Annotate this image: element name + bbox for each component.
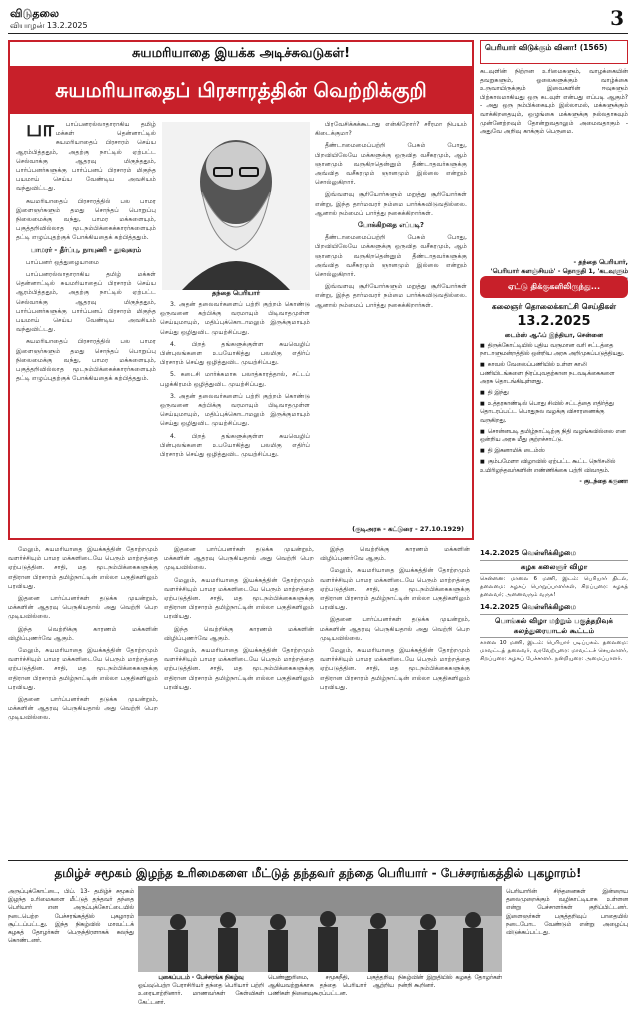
article-paragraph: 4. பிறத் தங்களுக்குள்ள சுயவெழிப் பின்புலங்களை உபயோகித்து பலமிகு எதிர்ப் பிரசாரம் செய்து ஒழித்துவிட முயற்சிப்பது. (160, 340, 310, 367)
news-brief: ■ சொன்னபடி தமிழ்நாட்டிற்கு நிதி வழங்கவில்லை என ஒன்றிய அரசு மீது குற்றச்சாட்டு. (480, 428, 628, 444)
dropcap: பா (26, 120, 54, 142)
feature-title: பெரியார் விடுக்கும் வினா! (1565) (480, 40, 628, 64)
lower-column-2 (138, 974, 264, 1020)
article-paragraph: மேலும், சுயமரியாதை இயக்கத்தின் தோற்றமும் வளர்ச்சியும் பாமர மக்களிடையே பெரும் மாற்றத்தை ஏற்படுத்தின. சாதி, மத மூடநம்பிக்கைகளுக்கு எதிரான பிரசாரம் தமிழ்நாட்டின் எல்லா பகுதிகளிலும் பரவியது. (164, 647, 314, 691)
article-paragraph: தீண்டாமைமைப்பற்றி பேசும் போது, பிறவியிலேயே மக்களுக்கு ஒருவித வசீகரமும், ஆம் ஞானமும் வருகிறதென்னும் தீண்டாதவர்களுக்கு அவ்வித வசீகரமும் ஞானமும் இல்லை என்றும் சொல்லுகிறார். (315, 142, 467, 187)
lower-headline: தமிழ்ச் சமூகம் இழந்த உரிமைகளை மீட்டுத் தந்தவர் தந்தை பெரியார் - பேச்சரங்கத்தில் புகழாரம்! (8, 860, 628, 884)
article-column-2 (160, 300, 310, 536)
right-column (480, 40, 628, 540)
brief-credit: - குடந்தை கருணா (579, 478, 628, 485)
article-continuation (8, 545, 474, 857)
article-paragraph: இவ்வளவு சூரியோர்களும் மறுத்து சூரியோர்கள் என்று, இந்த தார்மவரர் நம்மை பார்க்கவிடுவதில்லை. ஆனால் நம்மைப் பார்த்து நகைக்கிறார்கள். (315, 191, 467, 217)
article-paragraph: 5. கடைசி மார்க்கமாக பலாத்காரத்தால், சட்டப் பழக்கிரமம் ஒழித்துவிட முயற்சிப்பது. (160, 371, 310, 388)
article-paragraph: சுயமரியாதைப் பிரசாரத்தில் பல பாமர இளைஞர்களும் தமது சொந்தப் பொறுப்பு நிலைமைக்கு வந்து, பாமர மக்களையும், பகுத்தறிவில்லாத மூடநம்பிக்கைக்காரர்களையும் தட்டி எழுப்புதற்குக் போக்கியதைக் கற்பித்ததும். (16, 338, 156, 383)
article-paragraph: இந்த வெற்றிக்கு காரணம் மக்களின் விழிப்புணர்வே ஆகும். (164, 625, 314, 642)
article-paragraph: பாப்பனரல்லாதாராகிய தமிழ் மக்கள் தென்னாட்டில் சுயமரியாதைப் பிரசாரம் செய்ய ஆரம்பித்ததும், அதற்கு நாட்டில் ஏற்பட்ட செல்வாக்கு ஆதரவு மிகுந்ததும், பார்ப்பனர்களுக்கு பார்ப்பனப் பிரசாரம் மிகுந்த பயமாய் செய்ய வேண்டிய அவசியம் வந்துவிட்டது. (16, 271, 156, 334)
article-paragraph: இதனை பார்ப்பனர்கள் தடுக்க முயன்றும், மக்களின் ஆதரவு பெருகியதால் அது வெற்றி பெற முடியவில்லை. (320, 616, 470, 642)
photo-caption: புகைப்படம் - பேச்சரங்க நிகழ்வு (158, 975, 244, 981)
portrait-illustration (162, 122, 310, 290)
main-article (8, 40, 474, 540)
group-photo-illustration (138, 886, 502, 972)
article-paragraph: மேலும், சுயமரியாதை இயக்கத்தின் தோற்றமும் வளர்ச்சியும் பாமர மக்களிடையே பெரும் மாற்றத்தை ஏற்படுத்தின. சாதி, மத மூடநம்பிக்கைகளுக்கு எதிரான பிரசாரம் தமிழ்நாட்டின் எல்லா பகுதிகளிலும் பரவியது. (320, 567, 470, 612)
digest-date: 13.2.2025 (517, 314, 591, 329)
article-subhead: போக்கிறதை எப்படி? (358, 221, 424, 230)
digest-source: டைம்ஸ் ஆஃப் இந்தியா, சென்னை (504, 332, 604, 339)
news-brief-source: ■ தி இகனாமிக் டைம்ஸ் (480, 447, 628, 455)
article-paragraph: தீண்டாமைமைப்பற்றி பேசும் போது, பிறவியிலேயே மக்களுக்கு ஒருவித வசீகரமும், ஆம் ஞானமும் வருகிறதென்னும் தீண்டாதவர்களுக்கு அவ்வித வசீகரமும் ஞானமும் இல்லை என்றும் சொல்லுகிறார். (315, 234, 467, 279)
event-body: காலை 10 மணி, இடம்: பெரியார் படிப்பகம். தலைமை: மாவட்டத் தலைவர், வரவேற்புரை: மாவட்டச் செயலாளர், சிறப்புரை: கழகப் பேச்சாளர். நன்றியுரை: அமைப்பாளர். (480, 640, 628, 662)
article-paragraph: பா பாப்பனரல்லாதாராகிய தமிழ் மக்கள் தென்னாட்டில் சுயமரியாதைப் பிரசாரம் செய்ய ஆரம்பித்ததும், அதற்கு நாட்டில் ஏற்பட்ட செல்வாக்கு ஆதரவு மிகுந்ததும், பார்ப்பனர்களுக்கு பார்ப்பனப் பிரசாரம் மிகுந்த பயமாய் செய்ய வேண்டிய அவசியம் வந்துவிட்டது. (16, 120, 156, 193)
article-paragraph: இதனை பார்ப்பனர்கள் தடுக்க முயன்றும், மக்களின் ஆதரவு பெருகியதால் அது வெற்றி பெற முடியவில்லை. (164, 546, 314, 572)
article-paragraph: 4. பிறத் தங்களுக்குள்ள சுயவெழிப் பின்புலங்களை உபயோகித்து பலமிகு எதிர்ப் பிரசாரம் செய்து ஒழித்துவிட முயற்சிப்பது. (160, 432, 310, 459)
article-paragraph: பாப்பனர் ஒத்துழையாமை (26, 258, 100, 266)
continuation-column-2 (164, 545, 314, 853)
issue-date: வியாழன் 13.2.2025 (10, 21, 88, 30)
news-brief: ■ உத்தரகாண்டில் பொது சிவில் சட்டத்தை எதிர்த்து தொடரப்பட்ட பொதுநல வழக்கு விசாரணைக்கு வருகிறது. (480, 400, 628, 425)
article-paragraph: இதனை பார்ப்பனர்கள் தடுக்க முயன்றும், மக்களின் ஆதரவு பெருகியதால் அது வெற்றி பெற முடியவில்லை. (8, 696, 158, 722)
event-photo (138, 886, 502, 972)
article-paragraph: மேலும், சுயமரியாதை இயக்கத்தின் தோற்றமும் வளர்ச்சியும் பாமர மக்களிடையே பெரும் மாற்றத்தை ஏற்படுத்தின. சாதி, மத மூடநம்பிக்கைகளுக்கு எதிரான பிரசாரம் தமிழ்நாட்டின் எல்லா பகுதிகளிலும் பரவியது. (8, 647, 158, 691)
news-brief-list (480, 342, 628, 542)
article-paragraph: 3. அதன் தலைவர்களைப் பற்றி குற்றம் கொண்டு ஒருவனை கற்பிக்கு வரமாயும் பிடிவாதமுள்ள செய்யுமாயும், மதிப்புக்கொடாமலும் இருக்குமாயும் செய்து ஒழிதுவிட முயற்சிப்பது. (160, 392, 310, 428)
news-brief: ■ காவல் வேலைப்பணியில் உள்ள காலி பணியிடங்களை நிரப்புவதற்கான நடவடிக்கைகளை அரசு தொடங்கியுள்ளது. (480, 361, 628, 386)
lower-column-4: நிகழ்வின் இறுதியில் கழகத் தோழர்கள் நன்றி கூறினர். (398, 975, 502, 990)
article-kicker: சுயமரியாதை இயக்க அடிச்சுவடுகள்! (131, 46, 351, 61)
article-source: (குடிஅரசு - கட்டுரை - 27.10.1929) (352, 525, 464, 533)
feature-body: கடவுளின் நிற்றன உரிமைகளும், வாழக்கையின் தவறுகளும், ஓலைகளுக்கும் வாழ்க்கை உருவாயிருக்கும் இவைகளின் ஈவுகளும் பிற்காலமாகியது ஒரு கடவுள் என்பது எப்படி ஆகும்? - அது ஒரு நம்பிக்கையும் இல்லாமல், மக்களுக்கும் வாக்கிறதையும், ஒழுங்கை மக்களுக்கு நல்லதாகவும் முன்னேற்றவும் தோன்றுவதாலும் அமைவதாகும் - அதுவே அறிவு காக்கும் பெருமை. (480, 68, 628, 136)
event-title: பொங்கல் விழா மற்றும் பகுத்தறிவுக் கலந்துரையாடல் கூட்டம் (480, 614, 628, 638)
event-body: சென்னை: மாலை 6 மணி, இடம்: பெரியார் திடல், தலைமை: கழகப் பொறுப்பாளர்கள், சிறப்புரை: கழகத் தலைவர்; அனைவரும் வருக! (480, 576, 628, 598)
article-paragraph: இந்த வெற்றிக்கு காரணம் மக்களின் விழிப்புணர்வே ஆகும். (8, 625, 158, 642)
news-brief-source: ■ தி இந்து (480, 389, 628, 397)
lower-column-1: அருப்புக்கோட்டை, பிப். 13- தமிழ்ச் சமூகம் இழந்த உரிமைகளை மீட்டுத் தந்தவர் தந்தை பெரியார் என அருப்புக்கோட்டையில் நடைபெற்ற பேச்சரங்கத்தில் புகழாரம் சூட்டப்பட்டது. இந்த நிகழ்வில் மாவட்டக் கழகத் தோழர்கள் பெருந்திரளாகக் கலந்து கொண்டனர். (8, 889, 134, 945)
article-paragraph: மேலும், சுயமரியாதை இயக்கத்தின் தோற்றமும் வளர்ச்சியும் பாமர மக்களிடையே பெரும் மாற்றத்தை ஏற்படுத்தின. சாதி, மத மூடநம்பிக்கைகளுக்கு எதிரான பிரசாரம் தமிழ்நாட்டின் எல்லா பகுதிகளிலும் பரவியது. (8, 546, 158, 590)
event-date: 14.2.2025 வெள்ளிக்கிழமை (480, 549, 577, 557)
masthead (8, 6, 628, 34)
continuation-column-1 (8, 545, 158, 853)
article-paragraph: பிரவேசிக்கக்கூடாது என்கிறோர்? சரீரமா நிபயம் கிடைக்குமா? (315, 121, 467, 138)
lower-column-5: பெரியாரின் சிந்தனைகள் இன்றைய தலைமுறைக்கும் வழிகாட்டியாக உள்ளன என்று பேச்சாளர்கள் குறிப்பிட்டனர். இளைஞர்கள் பகுத்தறிவுப் பாதையில் நடைபோட வேண்டும் என்று அழைப்பு விடுக்கப்பட்டது. (506, 889, 628, 937)
article-paragraph: மேலும், சுயமரியாதை இயக்கத்தின் தோற்றமும் வளர்ச்சியும் பாமர மக்களிடையே பெரும் மாற்றத்தை ஏற்படுத்தின. சாதி, மத மூடநம்பிக்கைகளுக்கு எதிரான பிரசாரம் தமிழ்நாட்டின் எல்லா பகுதிகளிலும் பரவியது. (320, 647, 470, 691)
event-date: 14.2.2025 வெள்ளிக்கிழமை (480, 603, 577, 612)
portrait-caption: தந்தை பெரியார் (212, 289, 260, 297)
feature-author: - தந்தை பெரியார், (573, 258, 628, 266)
article-paragraph: இவ்வளவு சூரியோர்களும் மறுத்து சூரியோர்கள் என்று, இந்த தார்மவரர் நம்மை பார்க்கவிடுவதில்லை. ஆனால் நம்மைப் பார்த்து நகைக்கிறார்கள். (315, 283, 467, 309)
article-paragraph: 3. அதன் தலைவர்களைப் பற்றி குற்றம் கொண்டு ஒருவனை கற்பிக்கு வரமாயும் பிடிவாதமுள்ள செய்யுமாயும், மதிப்புக்கொடாமலும் இருக்குமாயும் செய்து ஒழிதுவிட முயற்சிப்பது. (160, 301, 310, 336)
article-column-3 (315, 120, 467, 536)
article-headline: சுயமரியாதைப் பிரசாரத்தின் வெற்றிக்குறி (10, 66, 472, 114)
lower-column-3: பெண்ணுரிமை, சமூகநீதி, பகுத்தறிவு ஆகியவற்றுக்காக தந்தை பெரியார் ஆற்றிய பணிகள் நினைவுகூரப்பட்டன. (268, 975, 394, 998)
article-paragraph: சுயமரியாதைப் பிரசாரத்தில் பல பாமர இளைஞர்களும் தமது சொந்தப் பொறுப்பு நிலைமைக்கு வந்து, பாமர மக்களையும், பகுத்தறிவில்லாத மூடநம்பிக்கைக்காரர்களையும் தட்டி எழுப்புதற்குக் போக்கியதைக் கற்பித்ததும். (16, 197, 156, 242)
news-brief: ■ கும்பமேளா விழாவில் ஏற்பட்ட கூட்ட நெரிசலில் உயிரிழந்தவர்களின் எண்ணிக்கை பற்றி விவாதம். (480, 458, 628, 474)
news-brief: ■ திருக்கோட்டியில் புதிய வருமான வரி சட்டத்தை நாடாளுமன்றத்தில் ஒன்றிய அரசு அறிமுகப்படுத்தியது. (480, 342, 628, 358)
events-column (480, 545, 628, 857)
article-paragraph: இதனை பார்ப்பனர்கள் தடுக்க முயன்றும், மக்களின் ஆதரவு பெருகியதால் அது வெற்றி பெற முடியவில்லை. (8, 595, 158, 621)
paper-name: விடுதலை (10, 7, 60, 20)
article-subhead: பாமரர் - தீர்ப்பு, நாயுணி - தூவுகரம் (30, 245, 142, 254)
digest-title: கலைஞர் தொலைக்காட்சி செய்திகள் (491, 302, 617, 311)
article-paragraph: இந்த வெற்றிக்கு காரணம் மக்களின் விழிப்புணர்வே ஆகும். (320, 546, 470, 563)
lower-paragraph: ஓய்வுபெற்ற பேராசிரியர் தந்தை பெரியார் பற்றி உரையாற்றினார். மாணவர்கள் கேள்விகள் கேட்டனர். (138, 983, 264, 1006)
periyar-portrait (162, 122, 310, 290)
feature-source: 'பெரியார் களஞ்சியம்' - தொகுதி 1, 'கடவுளும் (490, 267, 628, 275)
article-paragraph: மேலும், சுயமரியாதை இயக்கத்தின் தோற்றமும் வளர்ச்சியும் பாமர மக்களிடையே பெரும் மாற்றத்தை ஏற்படுத்தின. சாதி, மத மூடநம்பிக்கைகளுக்கு எதிரான பிரசாரம் தமிழ்நாட்டின் எல்லா பகுதிகளிலும் பரவியது. (164, 576, 314, 621)
page-number: 3 (610, 6, 624, 30)
continuation-column-3 (320, 545, 470, 853)
news-digest-banner: ஏட்டு திக்குகளிலிருந்து... (480, 276, 628, 298)
event-title: கழக கலைஞர் விழா (480, 560, 628, 574)
article-column-1 (16, 120, 156, 536)
